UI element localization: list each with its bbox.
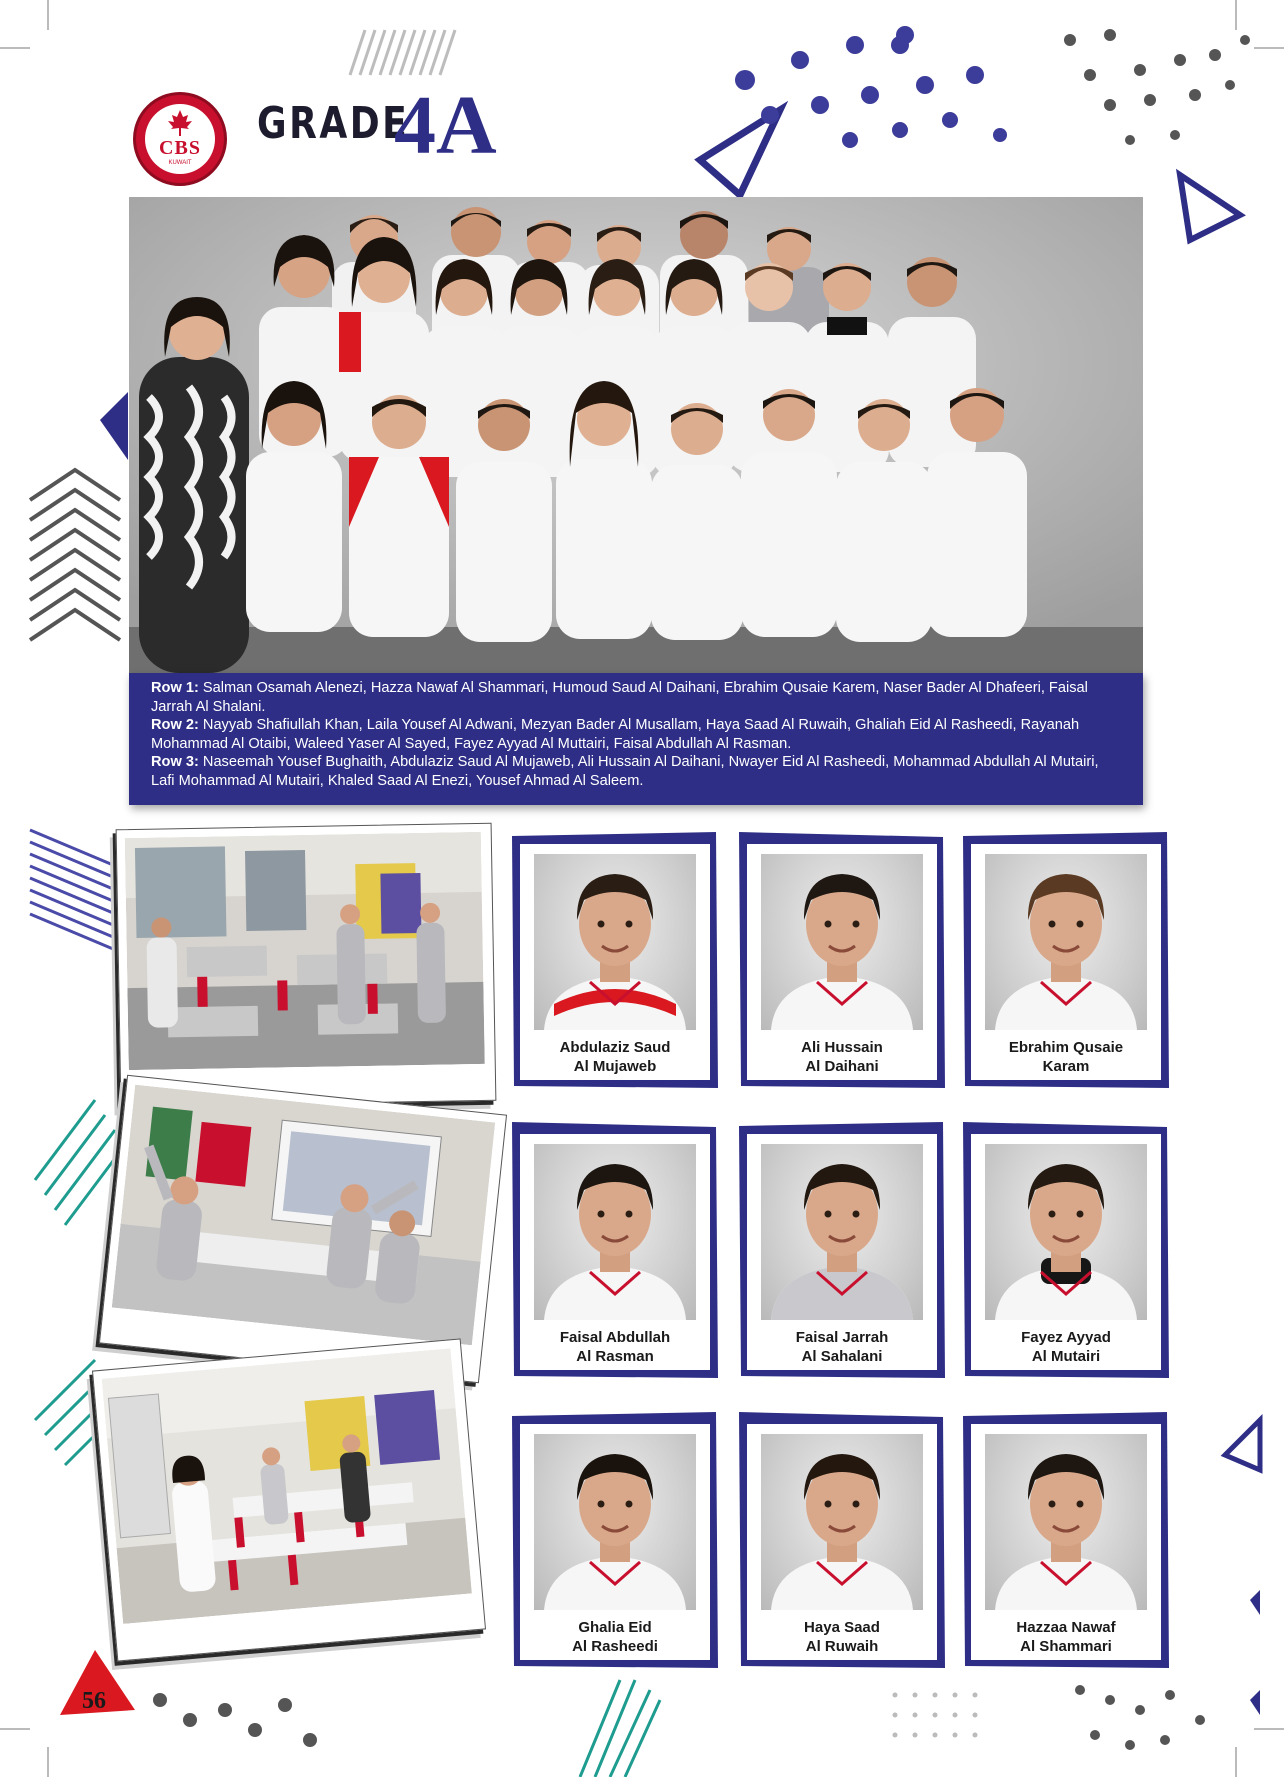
classroom-photo-1 — [116, 823, 497, 1108]
student-name-line1: Hazzaa Nawaf — [1016, 1619, 1116, 1636]
student-name — [753, 1618, 931, 1656]
student-name-line2: Al Shammari — [1020, 1638, 1112, 1655]
student-portrait — [761, 1144, 923, 1320]
student-name — [526, 1618, 704, 1656]
row-names: Nayyab Shafiullah Khan, Laila Yousef Al Adwani, Mezyan Bader Al Musallam, Haya Saad Al Ruwaih, Ghaliah Eid Al Rasheedi, Rayanah Mohammad Al Otaibi, Waleed Yaser Al Sayed, Fayez Ayyad Al Muttairi, Faisal Abdullah Al Rasman. — [151, 717, 1080, 752]
student-name-line2: Al Rasman — [576, 1348, 654, 1365]
student-name-line1: Fayez Ayyad — [1021, 1329, 1111, 1346]
classroom-photo-3 — [92, 1338, 486, 1661]
grade-class: 4A — [394, 79, 497, 172]
classroom-photo-2 — [99, 1075, 507, 1383]
student-name-line1: Ebrahim Qusaie — [1008, 1039, 1124, 1056]
student-portrait — [761, 854, 923, 1030]
student-card — [510, 830, 720, 1090]
student-portrait — [534, 1144, 696, 1320]
student-portrait — [985, 1144, 1147, 1320]
student-name-line2: Al Daihani — [805, 1058, 879, 1075]
student-portrait — [534, 1434, 696, 1610]
student-name-line1: Ali Hussain — [801, 1039, 883, 1056]
student-portrait — [761, 1434, 923, 1610]
student-card — [961, 1410, 1171, 1670]
logo-text: CBS — [159, 137, 201, 159]
student-name-line1: Faisal Jarrah — [795, 1329, 889, 1346]
student-name — [977, 1328, 1155, 1366]
student-name-line2: Al Ruwaih — [805, 1638, 879, 1655]
caption-row — [151, 716, 1121, 753]
logo-subtext: KUWAIT — [168, 160, 192, 166]
student-card — [961, 830, 1171, 1090]
student-name-line1: Haya Saad — [804, 1619, 880, 1636]
student-name — [526, 1328, 704, 1366]
grade-label: GRADE — [257, 98, 410, 149]
student-portrait — [985, 854, 1147, 1030]
student-portrait — [985, 1434, 1147, 1610]
student-name — [977, 1038, 1155, 1076]
student-name — [977, 1618, 1155, 1656]
caption-row — [151, 753, 1121, 790]
maple-leaf-icon — [165, 110, 195, 136]
row-label: Row 2: — [151, 717, 199, 734]
student-card — [510, 1410, 720, 1670]
class-group-photo — [129, 197, 1143, 673]
student-card — [737, 1410, 947, 1670]
student-name-line2: Al Rasheedi — [572, 1638, 658, 1655]
caption-row — [151, 679, 1121, 716]
row-names: Salman Osamah Alenezi, Hazza Nawaf Al Shammari, Humoud Saud Al Daihani, Ebrahim Qusaie Karem, Naser Bader Al Dhafeeri, Faisal Jarrah Al Shalani. — [151, 680, 1088, 715]
student-card — [737, 1120, 947, 1380]
student-card — [737, 830, 947, 1090]
row-label: Row 1: — [151, 680, 199, 696]
student-portrait — [534, 854, 696, 1030]
row-names: Naseemah Yousef Bughaith, Abdulaziz Saud Al Mujaweb, Ali Hussain Al Daihani, Nwayer Eid Al Rasheedi, Mohammad Abdullah Al Mutairi, Lafi Mohammad Al Mutairi, Khaled Saad Al Enezi, Yousef Ahmad Al Saleem. — [151, 754, 1099, 789]
student-card — [510, 1120, 720, 1380]
student-name-line1: Faisal Abdullah — [559, 1329, 671, 1346]
student-name — [526, 1038, 704, 1076]
student-name — [753, 1328, 931, 1366]
student-name-line2: Al Mujaweb — [573, 1058, 657, 1075]
student-name-line1: Abdulaziz Saud — [559, 1039, 671, 1056]
student-name — [753, 1038, 931, 1076]
class-photo-caption — [129, 673, 1143, 805]
school-logo — [133, 92, 227, 186]
student-card — [961, 1120, 1171, 1380]
student-name-line2: Al Mutairi — [1031, 1348, 1101, 1365]
page-number: 56 — [82, 1688, 106, 1714]
student-name-line2: Karam — [1042, 1058, 1090, 1075]
student-name-line1: Ghalia Eid — [578, 1619, 652, 1636]
row-label: Row 3: — [151, 754, 199, 771]
student-name-line2: Al Sahalani — [801, 1348, 883, 1365]
